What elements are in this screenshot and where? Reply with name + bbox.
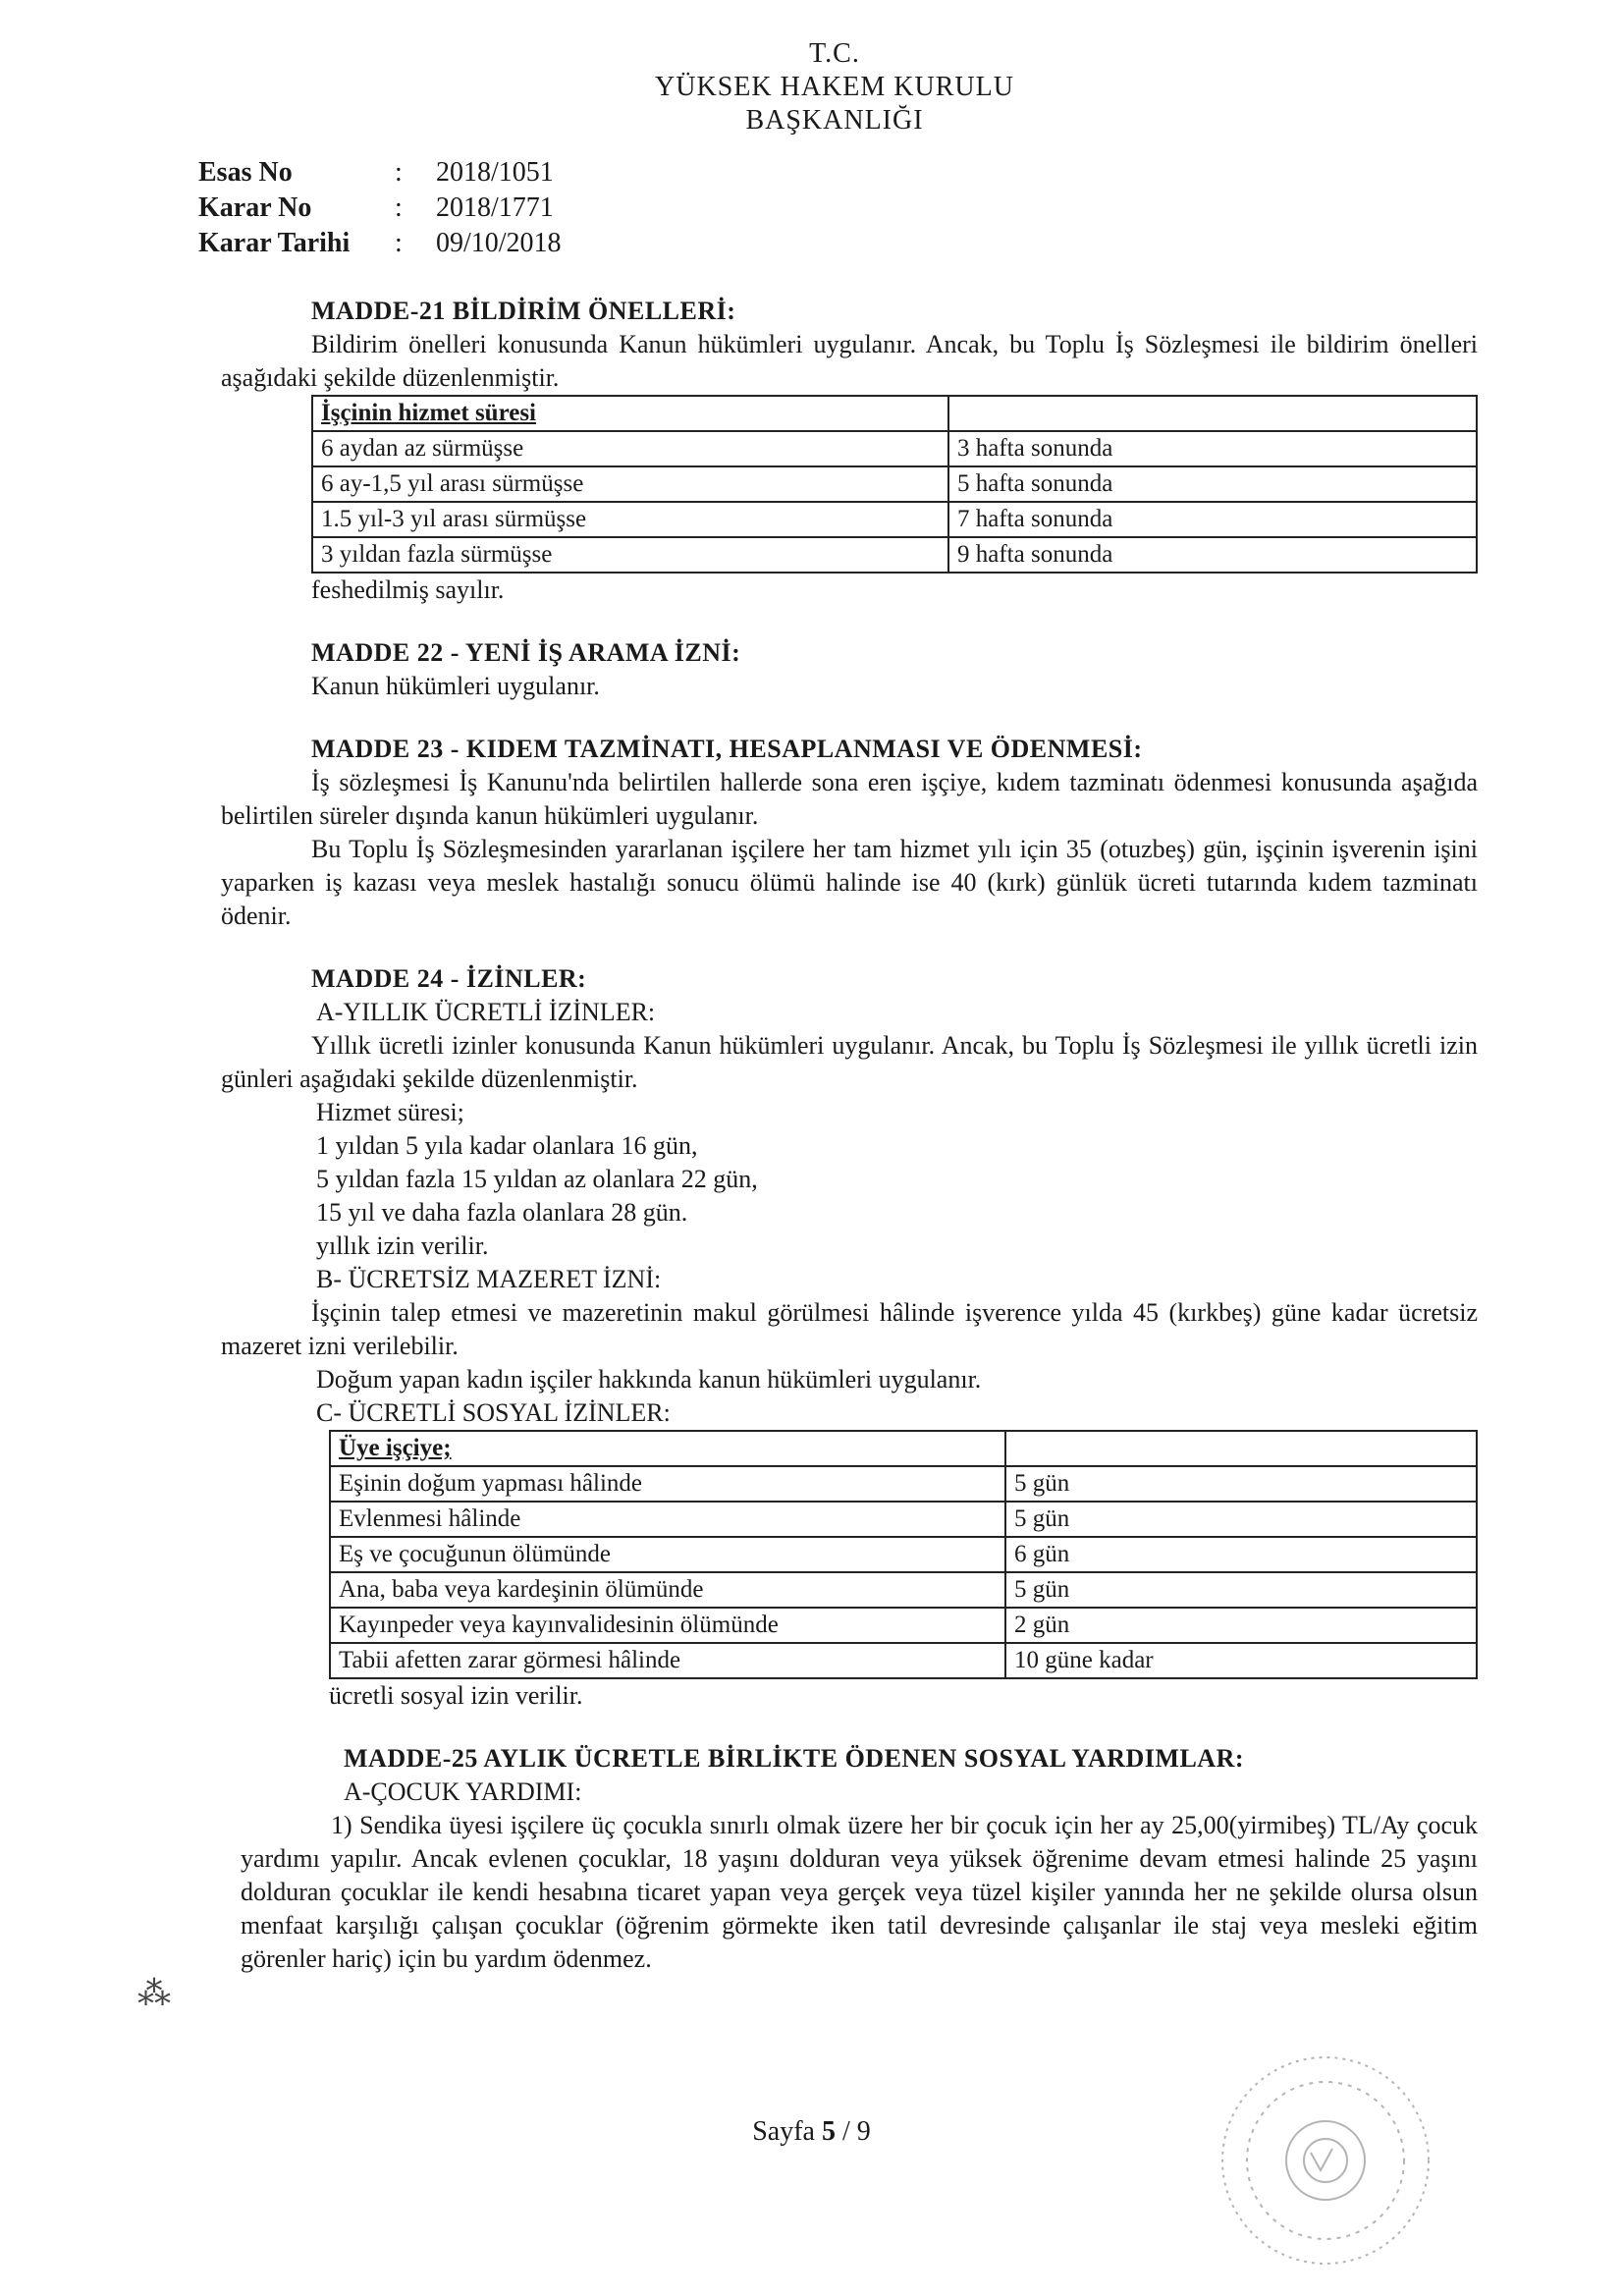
meta-value: 2018/1051 — [436, 157, 554, 188]
social-leave-table — [329, 1430, 1478, 1679]
table-cell: Kayınpeder veya kayınvalidesinin ölümünde — [330, 1608, 1005, 1643]
article-23-title: MADDE 23 - KIDEM TAZMİNATI, HESAPLANMASI VE ÖDENMESİ: — [311, 735, 1143, 763]
page-number: 5 — [821, 2116, 836, 2147]
case-meta — [198, 155, 562, 261]
table-cell: 6 ay-1,5 yıl arası sürmüşse — [312, 466, 948, 502]
table-row — [312, 431, 1477, 466]
page-label: Sayfa — [752, 2116, 815, 2147]
table-row — [330, 1643, 1477, 1678]
page-separator: / — [841, 2116, 850, 2147]
table-cell: 3 yıldan fazla sürmüşse — [312, 537, 948, 573]
document-header — [0, 37, 1623, 137]
list-item: 1 yıldan 5 yıla kadar olanlara 16 gün, — [316, 1131, 698, 1160]
article-22-title: MADDE 22 - YENİ İŞ ARAMA İZNİ: — [311, 638, 741, 667]
list-item: Hizmet süresi; — [316, 1098, 464, 1126]
official-seal-icon — [1203, 2043, 1438, 2288]
article-21-title: MADDE-21 BİLDİRİM ÖNELLERİ: — [311, 297, 736, 325]
table-cell: Evlenmesi hâlinde — [330, 1502, 1005, 1537]
table-row — [330, 1502, 1477, 1537]
table-cell — [1005, 1431, 1477, 1466]
table-cell: Eş ve çocuğunun ölümünde — [330, 1537, 1005, 1572]
table-cell: Eşinin doğum yapması hâlinde — [330, 1466, 1005, 1502]
table-row — [312, 537, 1477, 573]
table-row — [312, 396, 1477, 431]
table-cell: Ana, baba veya kardeşinin ölümünde — [330, 1572, 1005, 1608]
table-cell: 10 güne kadar — [1005, 1643, 1477, 1678]
meta-colon: : — [395, 192, 403, 223]
table-row — [330, 1431, 1477, 1466]
meta-label: Karar No — [198, 192, 312, 223]
document-body — [221, 295, 1478, 1976]
table-row — [330, 1466, 1477, 1502]
article-24-b-title: B- ÜCRETSİZ MAZERET İZNİ: — [316, 1265, 662, 1293]
meta-value: 09/10/2018 — [436, 228, 562, 258]
list-item: 15 yıl ve daha fazla olanlara 28 gün. — [316, 1198, 688, 1227]
table-cell: 5 hafta sonunda — [948, 466, 1477, 502]
header-line-3: BAŞKANLIĞI — [745, 105, 924, 136]
table-cell: 3 hafta sonunda — [948, 431, 1477, 466]
header-line-2: YÜKSEK HAKEM KURULU — [655, 72, 1014, 102]
table-row — [312, 502, 1477, 537]
meta-label: Karar Tarihi — [198, 228, 351, 258]
meta-value: 2018/1771 — [436, 192, 554, 223]
meta-label: Esas No — [198, 157, 293, 188]
notice-period-table — [311, 395, 1478, 574]
table-row — [330, 1537, 1477, 1572]
article-21-paragraph: Bildirim önelleri konusunda Kanun hükümleri uygulanır. Ancak, bu Toplu İş Sözleşmesi ile bildirim önelleri aşağıdaki şekilde düzenlenmiştir. — [221, 330, 1478, 392]
article-24-a-title: A-YILLIK ÜCRETLİ İZİNLER: — [316, 998, 656, 1026]
table-row — [330, 1572, 1477, 1608]
table-row — [312, 466, 1477, 502]
article-24-b-paragraph-1: İşçinin talep etmesi ve mazeretinin makul görülmesi hâlinde işverence yılda 45 (kırkbeş) güne kadar ücretsiz mazeret izni verilebilir. — [221, 1298, 1478, 1360]
article-23-paragraph-2: Bu Toplu İş Sözleşmesinden yararlanan işçilere her tam hizmet yılı için 35 (otuzbeş) gün, işçinin işverenin işini yaparken iş kazası veya meslek hastalığı sonucu ölümü halinde ise 40 (kırk) günlük ücreti tutarında kıdem tazminatı ödenir. — [221, 835, 1478, 930]
table-cell: 9 hafta sonunda — [948, 537, 1477, 573]
table-header-cell: Üye işçiye; — [330, 1431, 1005, 1466]
article-24-c-title: C- ÜCRETLİ SOSYAL İZİNLER: — [316, 1398, 671, 1427]
table-cell: 5 gün — [1005, 1572, 1477, 1608]
page-total: 9 — [856, 2116, 871, 2147]
article-25-a-title: A-ÇOCUK YARDIMI: — [344, 1777, 582, 1806]
article-25-title: MADDE-25 AYLIK ÜCRETLE BİRLİKTE ÖDENEN SOSYAL YARDIMLAR: — [344, 1744, 1245, 1773]
table-cell: 5 gün — [1005, 1466, 1477, 1502]
article-24-a-paragraph: Yıllık ücretli izinler konusunda Kanun hükümleri uygulanır. Ancak, bu Toplu İş Sözleşmesi ile yıllık ücretli izin günleri aşağıdaki şekilde düzenlenmiştir. — [221, 1031, 1478, 1093]
article-23-paragraph-1: İş sözleşmesi İş Kanunu'nda belirtilen hallerde sona eren işçiye, kıdem tazminatı ödenmesi konusunda aşağıda belirtilen süreler dışında kanun hükümleri uygulanır. — [221, 768, 1478, 830]
margin-mark-icon: ⁂ — [137, 1976, 171, 2012]
table-cell: 6 aydan az sürmüşse — [312, 431, 948, 466]
article-24-title: MADDE 24 - İZİNLER: — [311, 964, 587, 993]
article-25-paragraph: 1) Sendika üyesi işçilere üç çocukla sınırlı olmak üzere her bir çocuk için her ay 25,00(yirmibeş) TL/Ay çocuk yardımı yapılır. Ancak evlenen çocuklar, 18 yaşını dolduran veya yüksek öğrenime devam etmesi halinde 25 yaşını dolduran çocuklar ile kendi hesabına ticaret yapan veya gerçek veya tüzel kişiler yanında her ne şekilde olursa olsun menfaat karşılığı çalışan çocuklar (öğrenim görmekte iken tatil devresinde çalışanlar ile staj veya mesleki eğitim görenler hariç) için bu yardım ödenmez. — [241, 1811, 1478, 1973]
meta-row — [198, 191, 562, 226]
article-21-after: feshedilmiş sayılır. — [311, 575, 505, 604]
table-cell: 6 gün — [1005, 1537, 1477, 1572]
article-24-b-paragraph-2: Doğum yapan kadın işçiler hakkında kanun hükümleri uygulanır. — [316, 1365, 982, 1394]
table-cell: 1.5 yıl-3 yıl arası sürmüşse — [312, 502, 948, 537]
meta-row — [198, 226, 562, 261]
list-item: 5 yıldan fazla 15 yıldan az olanlara 22 gün, — [316, 1165, 758, 1193]
table-cell: 7 hafta sonunda — [948, 502, 1477, 537]
meta-colon: : — [395, 228, 403, 258]
header-line-1: T.C. — [809, 38, 860, 69]
article-24-c-after: ücretli sosyal izin verilir. — [329, 1681, 583, 1710]
table-header-cell: İşçinin hizmet süresi — [312, 396, 948, 431]
table-cell: Tabii afetten zarar görmesi hâlinde — [330, 1643, 1005, 1678]
table-cell — [948, 396, 1477, 431]
article-22-paragraph: Kanun hükümleri uygulanır. — [311, 672, 600, 700]
table-cell: 5 gün — [1005, 1502, 1477, 1537]
table-row — [330, 1608, 1477, 1643]
list-item: yıllık izin verilir. — [316, 1231, 489, 1260]
meta-colon: : — [395, 157, 403, 188]
table-cell: 2 gün — [1005, 1608, 1477, 1643]
meta-row — [198, 155, 562, 191]
